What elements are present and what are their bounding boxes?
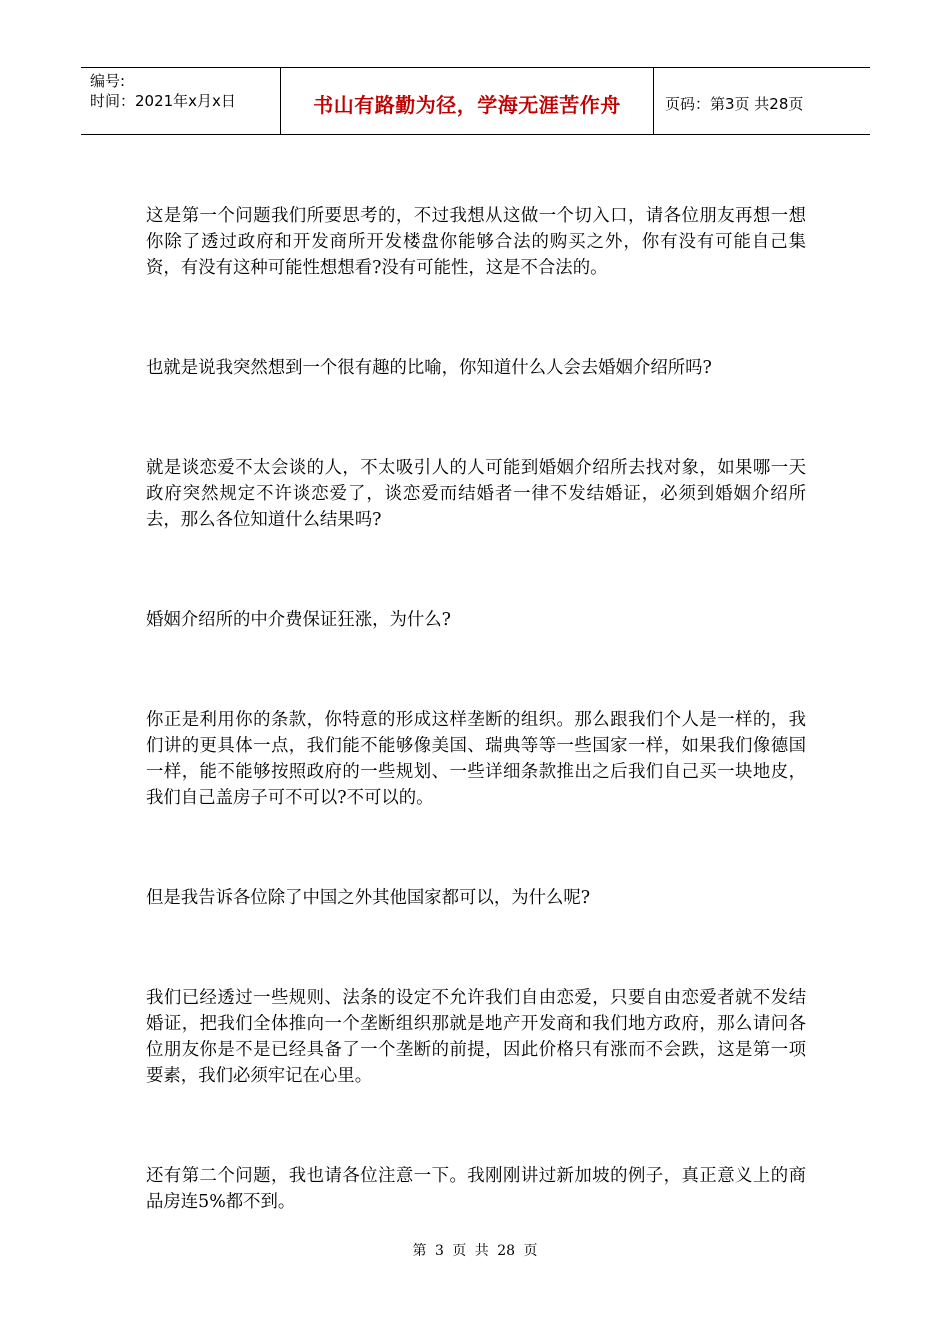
- header-meta-cell: [81, 68, 281, 134]
- paragraph: 你正是利用你的条款，你特意的形成这样垄断的组织。那么跟我们个人是一样的，我们讲的更具体一点，我们能不能够像美国、瑞典等等一些国家一样，如果我们像德国一样，能不能够按照政府的一些规划、一些详细条款推出之后我们自己买一块地皮，我们自己盖房子可不可以?不可以的。: [146, 710, 806, 808]
- page-footer: 第 3 页 共 28 页: [412, 1243, 538, 1259]
- header-page-cell: [654, 68, 870, 134]
- paragraph: 我们已经透过一些规则、法条的设定不允许我们自由恋爱，只要自由恋爱者就不发结婚证，把我们全体推向一个垄断组织那就是地产开发商和我们地方政府，那么请问各位朋友你是不是已经具备了一个垄断的前提，因此价格只有涨而不会跌，这是第一项要素，我们必须牢记在心里。: [146, 988, 806, 1086]
- header-slogan: 书山有路勤为径，学海无涯苦作舟: [313, 92, 621, 117]
- paragraph: 也就是说我突然想到一个很有趣的比喻，你知道什么人会去婚姻介绍所吗?: [146, 358, 712, 378]
- header-slogan-cell: [281, 68, 654, 134]
- paragraph: 就是谈恋爱不太会谈的人，不太吸引人的人可能到婚姻介绍所去找对象，如果哪一天政府突然规定不许谈恋爱了，谈恋爱而结婚者一律不发结婚证，必须到婚姻介绍所去，那么各位知道什么结果吗?: [146, 458, 806, 530]
- document-body: [146, 203, 806, 1215]
- date-label: 时间：2021年x月x日: [90, 92, 236, 110]
- paragraph: 婚姻介绍所的中介费保证狂涨，为什么?: [146, 610, 451, 630]
- paragraph: 但是我告诉各位除了中国之外其他国家都可以，为什么呢?: [146, 888, 591, 908]
- paragraph: 这是第一个问题我们所要思考的，不过我想从这做一个切入口，请各位朋友再想一想你除了透过政府和开发商所开发楼盘你能够合法的购买之外，你有没有可能自己集资，有没有这种可能性想想看?没有可能性，这是不合法的。: [146, 206, 806, 278]
- header-page-info: 页码：第3页 共28页: [665, 94, 804, 113]
- paragraph: 还有第二个问题，我也请各位注意一下。我刚刚讲过新加坡的例子，真正意义上的商品房连5%都不到。: [146, 1166, 806, 1212]
- page-header: [81, 67, 870, 135]
- doc-number-label: 编号:: [90, 72, 126, 90]
